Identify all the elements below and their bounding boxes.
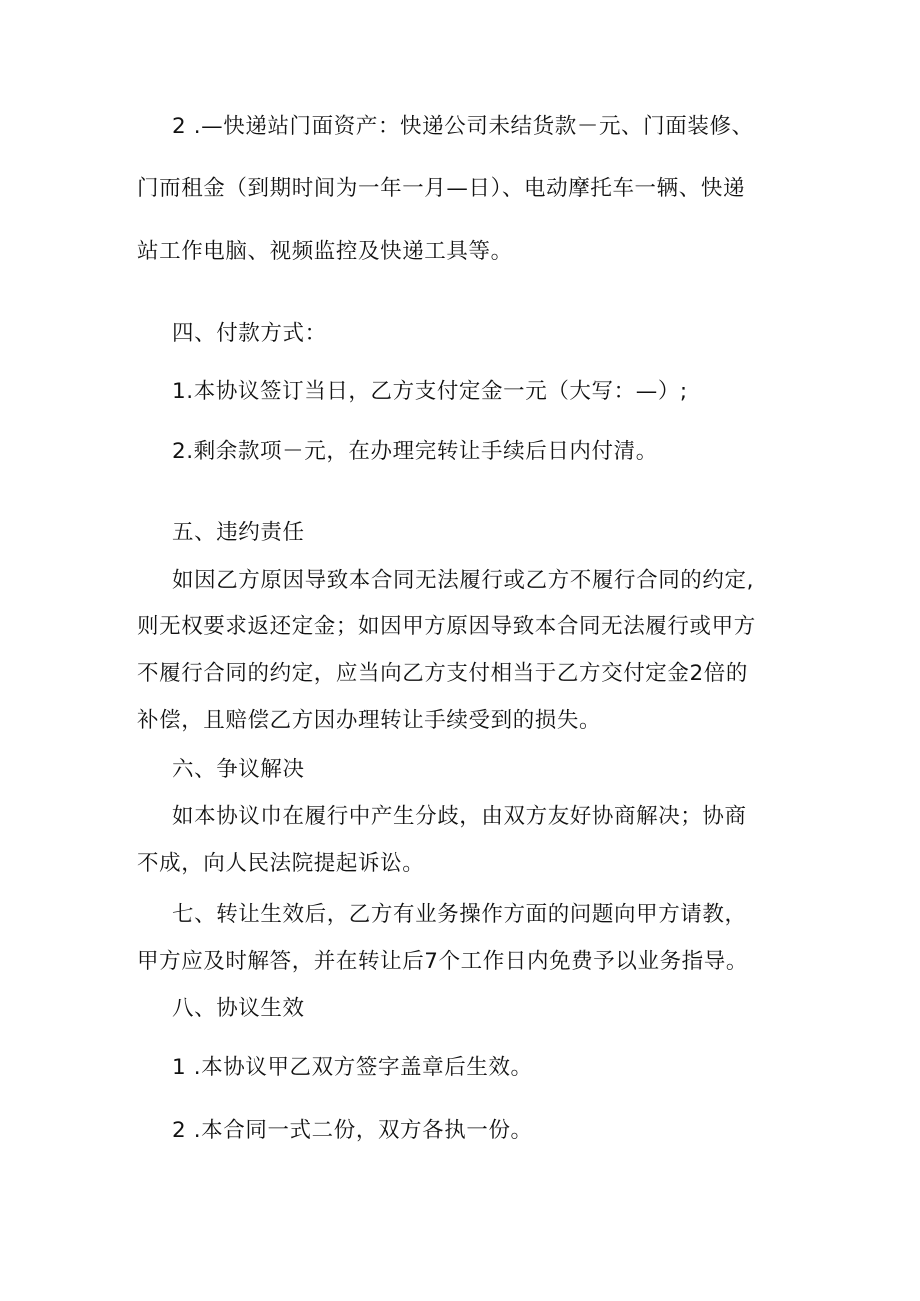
dispute-text-line-1: 如本协议巾在履行中产生分歧，由双方友好协商解决；协商 xyxy=(172,804,747,829)
dispute-text-line-2: 不成，向人民法院提起诉讼。 xyxy=(137,851,425,876)
section-heading-dispute: 六、争议解决 xyxy=(172,757,305,782)
section-heading-liability: 五、违约责任 xyxy=(172,520,305,545)
liability-text-line-3: 不履行合同的约定，应当向乙方支付相当于乙方交付定金2倍的 xyxy=(137,661,748,686)
asset-clause-line-3: 站工作电脑、视频监控及快递工具等。 xyxy=(137,239,513,264)
agreement-effect-item-2: 2 .本合同一式二份，双方各执一份。 xyxy=(172,1118,533,1143)
liability-text-line-2: 则无权要求返还定金；如因甲方原因导致本合同无法履行或甲方 xyxy=(137,614,756,639)
payment-item-2: 2.剩余款项－元，在办理完转让手续后日内付清。 xyxy=(172,439,658,464)
effect-after-transfer-line-2: 甲方应及时解答，并在转让后7个工作日内免费予以业务指导。 xyxy=(137,949,748,974)
section-heading-agreement-effect: 八、协议生效 xyxy=(172,996,305,1021)
effect-after-transfer-line-1: 七、转让生效后，乙方有业务操作方面的问题向甲方请教， xyxy=(172,902,747,927)
asset-clause-line-2: 门而租金（到期时间为一年一月—日）、电动摩托车一辆、快递 xyxy=(137,176,746,201)
section-heading-payment: 四、付款方式： xyxy=(172,321,327,346)
payment-item-1: 1.本协议签订当日，乙方支付定金一元（大写：—）; xyxy=(172,379,688,404)
liability-text-line-1: 如因乙方原因导致本合同无法履行或乙方不履行合同的约定, xyxy=(172,568,755,593)
asset-clause-line-1: 2 .—快递站门面资产：快递公司未结货款－元、门面装修、 xyxy=(172,114,754,139)
liability-text-line-4: 补偿，且赔偿乙方因办理转让手续受到的损失。 xyxy=(137,708,602,733)
agreement-effect-item-1: 1 .本协议甲乙双方签字盖章后生效。 xyxy=(172,1055,533,1080)
